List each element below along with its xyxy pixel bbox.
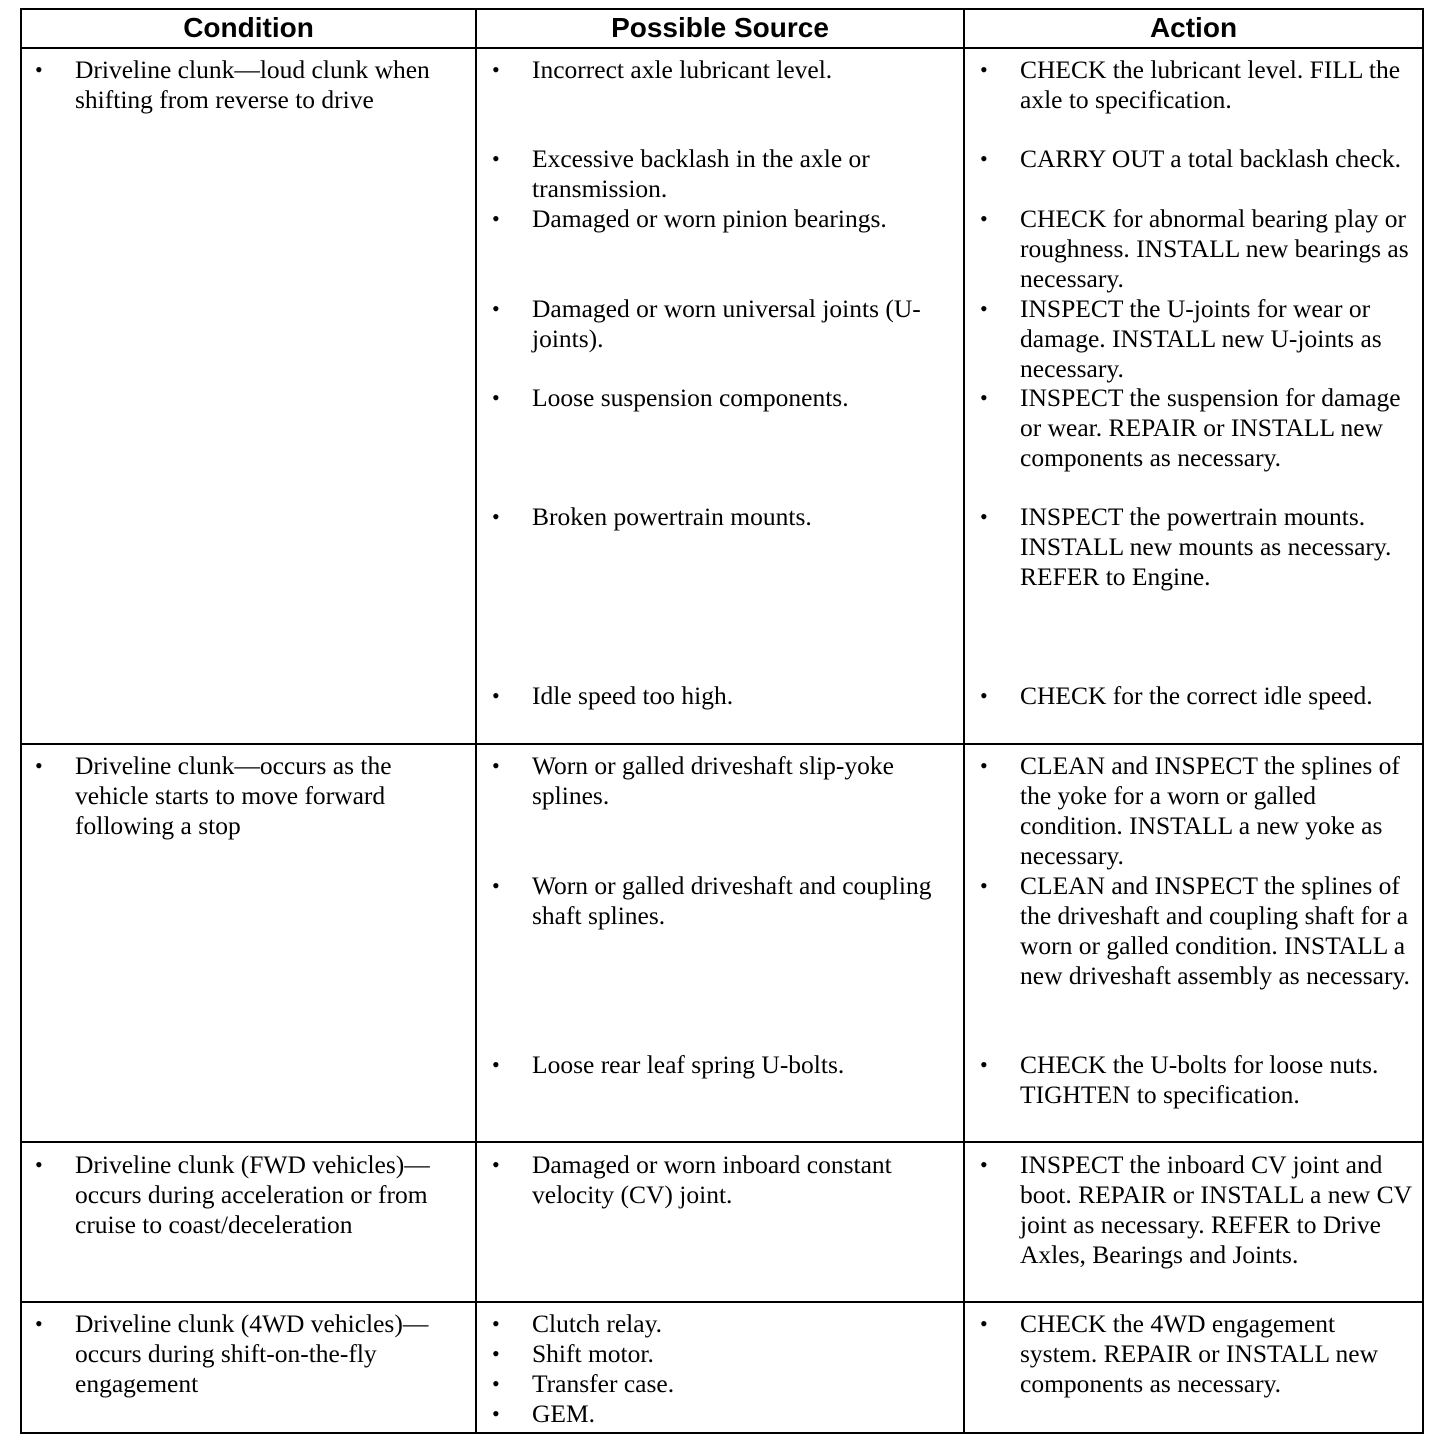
action-text: CHECK for abnormal bearing play or roughness. INSTALL new bearings as necessary.: [1020, 204, 1409, 293]
bullet: •: [980, 1152, 988, 1177]
bullet: •: [980, 873, 988, 898]
source-text: Shift motor.: [532, 1339, 654, 1368]
bullet: •: [980, 683, 988, 708]
action-text: INSPECT the suspension for damage or wear. REPAIR or INSTALL new components as necessary.: [1020, 383, 1401, 472]
action-text: CHECK the U-bolts for loose nuts. TIGHTEN to specification.: [1020, 1050, 1379, 1109]
condition-text: Driveline clunk (4WD vehicles)—occurs during shift-on-the-fly engagement: [75, 1309, 429, 1398]
header-action: Action: [1149, 12, 1238, 43]
action-text: CARRY OUT a total backlash check.: [1020, 144, 1402, 173]
source-text: Clutch relay.: [532, 1309, 663, 1338]
condition-text: Driveline clunk—occurs as the vehicle starts to move forward following a stop: [75, 751, 392, 840]
action-text: CLEAN and INSPECT the splines of the driveshaft and coupling shaft for a worn or galled condition. INSTALL a new driveshaft assembly as necessary.: [1020, 871, 1410, 990]
bullet: •: [492, 385, 500, 410]
source-text: Loose rear leaf spring U-bolts.: [532, 1050, 845, 1079]
column-divider: [963, 8, 965, 1434]
row-divider: [20, 1301, 1424, 1303]
bullet: •: [980, 1311, 988, 1336]
action-text: CHECK for the correct idle speed.: [1020, 681, 1373, 710]
action-text: CHECK the lubricant level. FILL the axle to specification.: [1020, 55, 1401, 114]
source-text: Worn or galled driveshaft slip-yoke splines.: [532, 751, 894, 810]
source-text: Excessive backlash in the axle or transmission.: [532, 144, 870, 203]
source-text: Worn or galled driveshaft and coupling shaft splines.: [532, 871, 932, 930]
bullet: •: [35, 1152, 43, 1177]
bullet: •: [35, 57, 43, 82]
source-text: Loose suspension components.: [532, 383, 849, 412]
source-text: Broken powertrain mounts.: [532, 502, 812, 531]
bullet: •: [980, 504, 988, 529]
table-border-left: [20, 8, 22, 1434]
source-text: Damaged or worn pinion bearings.: [532, 204, 887, 233]
bullet: •: [980, 296, 988, 321]
bullet: •: [492, 873, 500, 898]
header-possible-source: Possible Source: [611, 12, 829, 43]
bullet: •: [980, 753, 988, 778]
bullet: •: [35, 1311, 43, 1336]
action-text: INSPECT the powertrain mounts. INSTALL new mounts as necessary. REFER to Engine.: [1020, 502, 1392, 591]
action-text: CLEAN and INSPECT the splines of the yoke for a worn or galled condition. INSTALL a new yoke as necessary.: [1020, 751, 1400, 870]
action-text: INSPECT the inboard CV joint and boot. REPAIR or INSTALL a new CV joint as necessary. REFER to Drive Axles, Bearings and Joints.: [1020, 1150, 1412, 1269]
column-divider: [475, 8, 477, 1434]
bullet: •: [980, 146, 988, 171]
bullet: •: [492, 683, 500, 708]
bullet: •: [492, 753, 500, 778]
bullet: •: [980, 206, 988, 231]
bullet: •: [980, 57, 988, 82]
source-text: GEM.: [532, 1399, 596, 1428]
source-text: Damaged or worn universal joints (U-joints).: [532, 294, 921, 353]
table-border-bottom: [20, 1432, 1424, 1434]
row-divider: [20, 743, 1424, 745]
bullet: •: [492, 504, 500, 529]
bullet: •: [492, 1401, 500, 1426]
table-border-right: [1422, 8, 1424, 1434]
bullet: •: [980, 385, 988, 410]
source-text: Idle speed too high.: [532, 681, 734, 710]
bullet: •: [492, 57, 500, 82]
source-text: Transfer case.: [532, 1369, 675, 1398]
condition-text: Driveline clunk (FWD vehicles)—occurs during acceleration or from cruise to coast/deceleration: [75, 1150, 430, 1239]
source-text: Damaged or worn inboard constant velocity (CV) joint.: [532, 1150, 892, 1209]
bullet: •: [492, 206, 500, 231]
header-condition: Condition: [183, 12, 314, 43]
bullet: •: [492, 1152, 500, 1177]
header-rule: [20, 47, 1424, 49]
bullet: •: [492, 1341, 500, 1366]
bullet: •: [492, 1052, 500, 1077]
bullet: •: [492, 296, 500, 321]
condition-text: Driveline clunk—loud clunk when shifting from reverse to drive: [75, 55, 430, 114]
source-text: Incorrect axle lubricant level.: [532, 55, 833, 84]
bullet: •: [492, 1371, 500, 1396]
bullet: •: [980, 1052, 988, 1077]
action-text: CHECK the 4WD engagement system. REPAIR or INSTALL new components as necessary.: [1020, 1309, 1379, 1398]
row-divider: [20, 1141, 1424, 1143]
bullet: •: [492, 1311, 500, 1336]
action-text: INSPECT the U-joints for wear or damage. INSTALL new U-joints as necessary.: [1020, 294, 1382, 383]
bullet: •: [492, 146, 500, 171]
bullet: •: [35, 753, 43, 778]
